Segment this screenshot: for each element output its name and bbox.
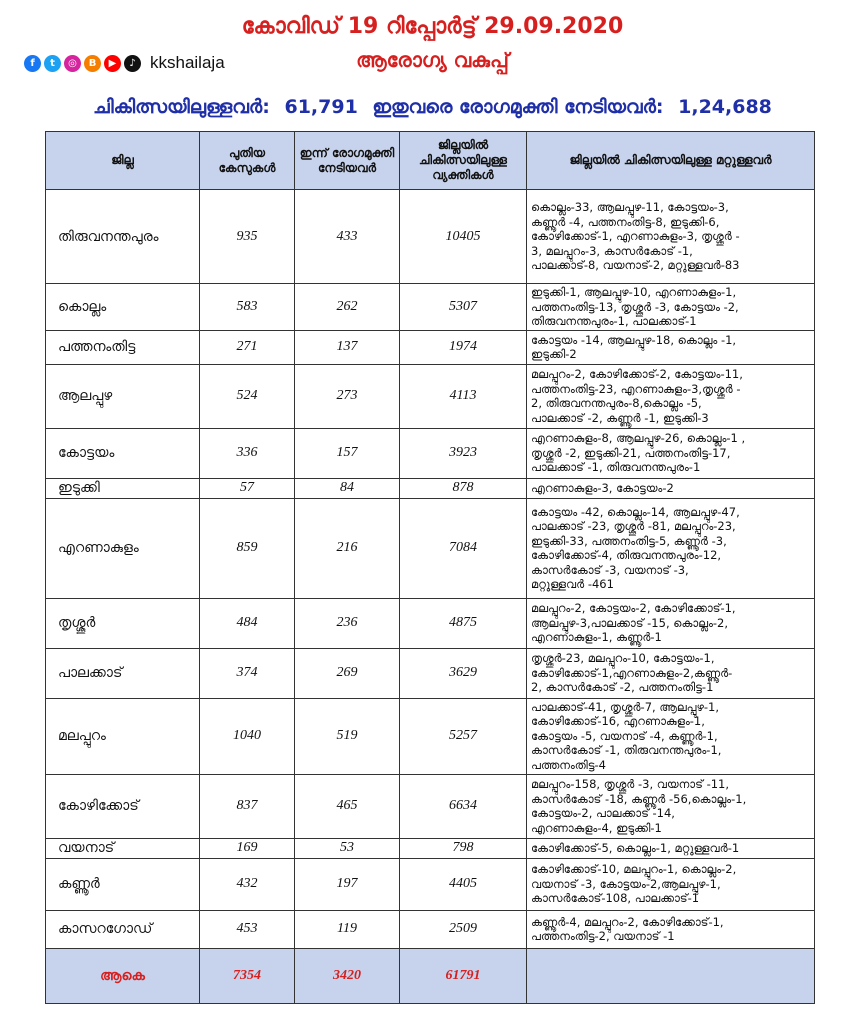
under-treatment-cell: 4875: [400, 598, 527, 648]
total-others-empty: [527, 948, 815, 1003]
others-line: കോട്ടയം -5, വയനാട് -4, കണ്ണൂർ-1,: [531, 728, 718, 743]
header-new-cases: പുതിയ കേസുകൾ: [200, 132, 295, 190]
recovered-label: ഇതുവരെ രോഗമുക്തി നേടിയവർ:: [372, 96, 664, 118]
others-line: കോട്ടയം-2, പാലക്കാട് -14,: [531, 806, 675, 820]
others-cell: [527, 284, 815, 331]
recovered-value: 1,24,688: [678, 96, 772, 118]
total-recovered: 3420: [295, 948, 400, 1003]
others-cell: [527, 478, 815, 498]
others-line: പാലക്കാട് -2, കണ്ണൂർ -1, ഇടുക്കി-3: [531, 410, 709, 425]
district-cell: പത്തനംതിട്ട: [46, 330, 200, 364]
tiktok-icon[interactable]: ♪: [124, 55, 141, 72]
under-treatment-cell: 5257: [400, 698, 527, 774]
header-recovered: ഇന്ന് രോഗമുക്തി നേടിയവർ: [295, 132, 400, 190]
others-line: കോഴിക്കോട്-10, മലപ്പുറം-1, കൊല്ലം-2,: [531, 862, 737, 877]
district-cell: തിരുവനന്തപുരം: [46, 190, 200, 284]
others-line: കോഴിക്കോട്-1, എറണാകുളം-3, തൃശ്ശൂർ -: [531, 229, 740, 244]
district-cell: കോട്ടയം: [46, 428, 200, 478]
new-cases-cell: 935: [200, 190, 295, 284]
total-label: ആകെ: [46, 948, 200, 1003]
others-cell: [527, 428, 815, 478]
table-row: [46, 498, 815, 598]
others-cell: [527, 698, 815, 774]
others-line: മലപ്പുറം-2, കോഴിക്കോട്-2, കോട്ടയം-11,: [531, 367, 743, 381]
others-cell: [527, 498, 815, 598]
others-line: ആലപ്പുഴ-3,പാലക്കാട് -15, കൊല്ലം-2,: [531, 615, 729, 630]
under-treatment-cell: 3923: [400, 428, 527, 478]
district-cell: കോഴിക്കോട്: [46, 774, 200, 838]
district-cell: പാലക്കാട്: [46, 648, 200, 698]
others-cell: [527, 838, 815, 858]
table-row: [46, 910, 815, 948]
new-cases-cell: 374: [200, 648, 295, 698]
twitter-icon[interactable]: t: [44, 55, 61, 72]
others-line: കോഴിക്കോട്-4, തിരുവനന്തപുരം-12,: [531, 548, 722, 562]
district-cell: കൊല്ലം: [46, 284, 200, 331]
new-cases-cell: 583: [200, 284, 295, 331]
under-treatment-cell: 10405: [400, 190, 527, 284]
others-line: കാസർകോട് -18, കണ്ണൂർ -56,കൊല്ലം-1,: [531, 791, 747, 806]
recovered-cell: 157: [295, 428, 400, 478]
under-treatment-cell: 4113: [400, 364, 527, 428]
table-row: [46, 838, 815, 858]
others-line: പത്തനംതിട്ട-13, തൃശ്ശൂർ -3, കോട്ടയം -2,: [531, 299, 739, 314]
recovered-cell: 137: [295, 330, 400, 364]
under-treatment-cell: 4405: [400, 858, 527, 910]
others-line: 2, തിരുവനന്തപുരം-8,കൊല്ലം -5,: [531, 396, 702, 410]
recovered-cell: 197: [295, 858, 400, 910]
others-line: കണ്ണൂർ-4, മലപ്പുറം-2, കോഴിക്കോട്-1,: [531, 914, 724, 929]
others-line: കാസർകോട് -1, തിരുവനന്തപുരം-1,: [531, 743, 722, 758]
blogger-icon[interactable]: B: [84, 55, 101, 72]
header-under-treatment: ജില്ലയിൽ ചികിത്സയിലുള്ള വ്യക്തികൾ: [400, 132, 527, 190]
table-row: [46, 428, 815, 478]
social-bar: [24, 53, 225, 73]
new-cases-cell: 1040: [200, 698, 295, 774]
table-row: [46, 364, 815, 428]
under-treatment-cell: 2509: [400, 910, 527, 948]
others-line: തിരുവനന്തപുരം-1, പാലക്കാട്-1: [531, 314, 697, 328]
department-name: ആരോഗ്യ വകുപ്പ്: [356, 48, 509, 72]
others-cell: [527, 598, 815, 648]
new-cases-cell: 484: [200, 598, 295, 648]
district-cell: വയനാട്: [46, 838, 200, 858]
under-treatment-cell: 3629: [400, 648, 527, 698]
table-row: [46, 598, 815, 648]
recovered-cell: 119: [295, 910, 400, 948]
others-cell: [527, 774, 815, 838]
under-treatment-cell: 7084: [400, 498, 527, 598]
recovered-cell: 269: [295, 648, 400, 698]
table-row: [46, 774, 815, 838]
others-line: എറണാകുളം-3, കോട്ടയം-2: [531, 480, 674, 495]
district-cell: കണ്ണൂർ: [46, 858, 200, 910]
new-cases-cell: 336: [200, 428, 295, 478]
others-line: പാലക്കാട് -1, തിരുവനന്തപുരം-1: [531, 460, 701, 475]
district-cell: മലപ്പുറം: [46, 698, 200, 774]
new-cases-cell: 169: [200, 838, 295, 858]
district-cell: ആലപ്പുഴ: [46, 364, 200, 428]
table-row: [46, 190, 815, 284]
youtube-icon[interactable]: ▶: [104, 55, 121, 72]
new-cases-cell: 453: [200, 910, 295, 948]
others-line: പത്തനംതിട്ട-23, എറണാകുളം-3,തൃശ്ശൂർ -: [531, 381, 741, 396]
others-line: മലപ്പുറം-2, കോട്ടയം-2, കോഴിക്കോട്-1,: [531, 601, 736, 616]
others-line: മറ്റുള്ളവർ -461: [531, 577, 614, 591]
report-title: കോവിഡ് 19 റിപ്പോർട്ട് 29.09.2020: [241, 14, 624, 39]
table-header-row: [46, 132, 815, 190]
others-line: പത്തനംതിട്ട-4: [531, 757, 606, 772]
recovered-cell: 216: [295, 498, 400, 598]
others-line: കോഴിക്കോട്-5, കൊല്ലം-1, മറ്റുള്ളവർ-1: [531, 840, 740, 855]
district-table: [45, 131, 815, 1004]
others-line: കോഴിക്കോട്-16, എറണാകുളം-1,: [531, 714, 705, 729]
new-cases-cell: 524: [200, 364, 295, 428]
others-line: എറണാകുളം-4, ഇടുക്കി-1: [531, 820, 662, 835]
total-new-cases: 7354: [200, 948, 295, 1003]
others-line: പത്തനംതിട്ട-2, വയനാട് -1: [531, 929, 675, 943]
others-line: കോട്ടയം -14, ആലപ്പുഴ-18, കൊല്ലം -1,: [531, 332, 737, 347]
others-cell: [527, 910, 815, 948]
under-treatment-cell: 6634: [400, 774, 527, 838]
district-cell: കാസറഗോഡ്: [46, 910, 200, 948]
others-line: 2, കാസർകോട് -2, പത്തനംതിട്ട-1: [531, 680, 714, 695]
new-cases-cell: 432: [200, 858, 295, 910]
header-others: ജില്ലയിൽ ചികിത്സയിലുള്ള മറ്റുള്ളവർ: [527, 132, 815, 190]
district-cell: എറണാകുളം: [46, 498, 200, 598]
under-treatment-label: ചികിത്സയിലുള്ളവർ:: [93, 96, 270, 118]
new-cases-cell: 57: [200, 478, 295, 498]
header-district: ജില്ല: [46, 132, 200, 190]
district-cell: ഇടുക്കി: [46, 478, 200, 498]
table-row: [46, 698, 815, 774]
others-line: കൊല്ലം-33, ആലപ്പുഴ-11, കോട്ടയം-3,: [531, 200, 729, 215]
others-line: 3, മലപ്പുറം-3, കാസർകോട് -1,: [531, 243, 693, 258]
recovered-cell: 273: [295, 364, 400, 428]
social-handle[interactable]: kkshailaja: [150, 53, 225, 72]
others-line: കാസർകോട് -3, വയനാട് -3,: [531, 562, 689, 577]
others-line: തൃശ്ശൂർ-23, മലപ്പുറം-10, കോട്ടയം-1,: [531, 651, 715, 666]
others-line: എറണാകുളം-8, ആലപ്പുഴ-26, കൊല്ലം-1 ,: [531, 431, 746, 446]
others-cell: [527, 330, 815, 364]
under-treatment-value: 61,791: [284, 96, 358, 118]
total-under-treatment: 61791: [400, 948, 527, 1003]
others-line: പാലക്കാട് -23, തൃശ്ശൂർ -81, മലപ്പുറം-23,: [531, 519, 736, 533]
recovered-cell: 433: [295, 190, 400, 284]
new-cases-cell: 859: [200, 498, 295, 598]
facebook-icon[interactable]: f: [24, 55, 41, 72]
under-treatment-cell: 878: [400, 478, 527, 498]
table-row: [46, 284, 815, 331]
district-cell: തൃശ്ശൂർ: [46, 598, 200, 648]
others-line: ഇടുക്കി-1, ആലപ്പുഴ-10, എറണാകുളം-1,: [531, 285, 737, 299]
recovered-cell: 236: [295, 598, 400, 648]
new-cases-cell: 271: [200, 330, 295, 364]
recovered-cell: 262: [295, 284, 400, 331]
others-line: കോട്ടയം -42, കൊല്ലം-14, ആലപ്പുഴ-47,: [531, 504, 740, 519]
others-line: മലപ്പുറം-158, തൃശ്ശൂർ -3, വയനാട് -11,: [531, 777, 730, 791]
others-line: കണ്ണൂർ -4, പത്തനംതിട്ട-8, ഇടുക്കി-6,: [531, 214, 720, 229]
others-cell: [527, 648, 815, 698]
under-treatment-cell: 5307: [400, 284, 527, 331]
under-treatment-cell: 1974: [400, 330, 527, 364]
others-line: കോഴിക്കോട്-1,എറണാകുളം-2,കണ്ണൂർ-: [531, 665, 733, 680]
table-row: [46, 648, 815, 698]
recovered-cell: 465: [295, 774, 400, 838]
recovered-cell: 53: [295, 838, 400, 858]
under-treatment-cell: 798: [400, 838, 527, 858]
others-line: ഇടുക്കി-2: [531, 347, 577, 361]
others-line: പാലക്കാട്-41, തൃശ്ശൂർ-7, ആലപ്പുഴ-1,: [531, 699, 719, 714]
table-row: [46, 330, 815, 364]
others-line: പാലക്കാട്-8, വയനാട്-2, മറ്റുള്ളവർ-83: [531, 258, 740, 273]
others-line: ഇടുക്കി-33, പത്തനംതിട്ട-5, കണ്ണൂർ -3,: [531, 533, 727, 548]
recovered-cell: 519: [295, 698, 400, 774]
summary-stats: [0, 96, 865, 118]
others-cell: [527, 364, 815, 428]
others-cell: [527, 858, 815, 910]
new-cases-cell: 837: [200, 774, 295, 838]
others-line: തൃശ്ശൂർ -2, ഇടുക്കി-21, പത്തനംതിട്ട-17,: [531, 445, 731, 460]
others-cell: [527, 190, 815, 284]
others-line: വയനാട് -3, കോട്ടയം-2,ആലപ്പുഴ-1,: [531, 876, 721, 891]
recovered-cell: 84: [295, 478, 400, 498]
others-line: എറണാകുളം-1, കണ്ണൂർ-1: [531, 630, 662, 645]
instagram-icon[interactable]: ◎: [64, 55, 81, 72]
others-line: കാസർകോട്-108, പാലക്കാട്-1: [531, 891, 700, 906]
table-row: [46, 478, 815, 498]
total-row: [46, 948, 815, 1003]
table-row: [46, 858, 815, 910]
